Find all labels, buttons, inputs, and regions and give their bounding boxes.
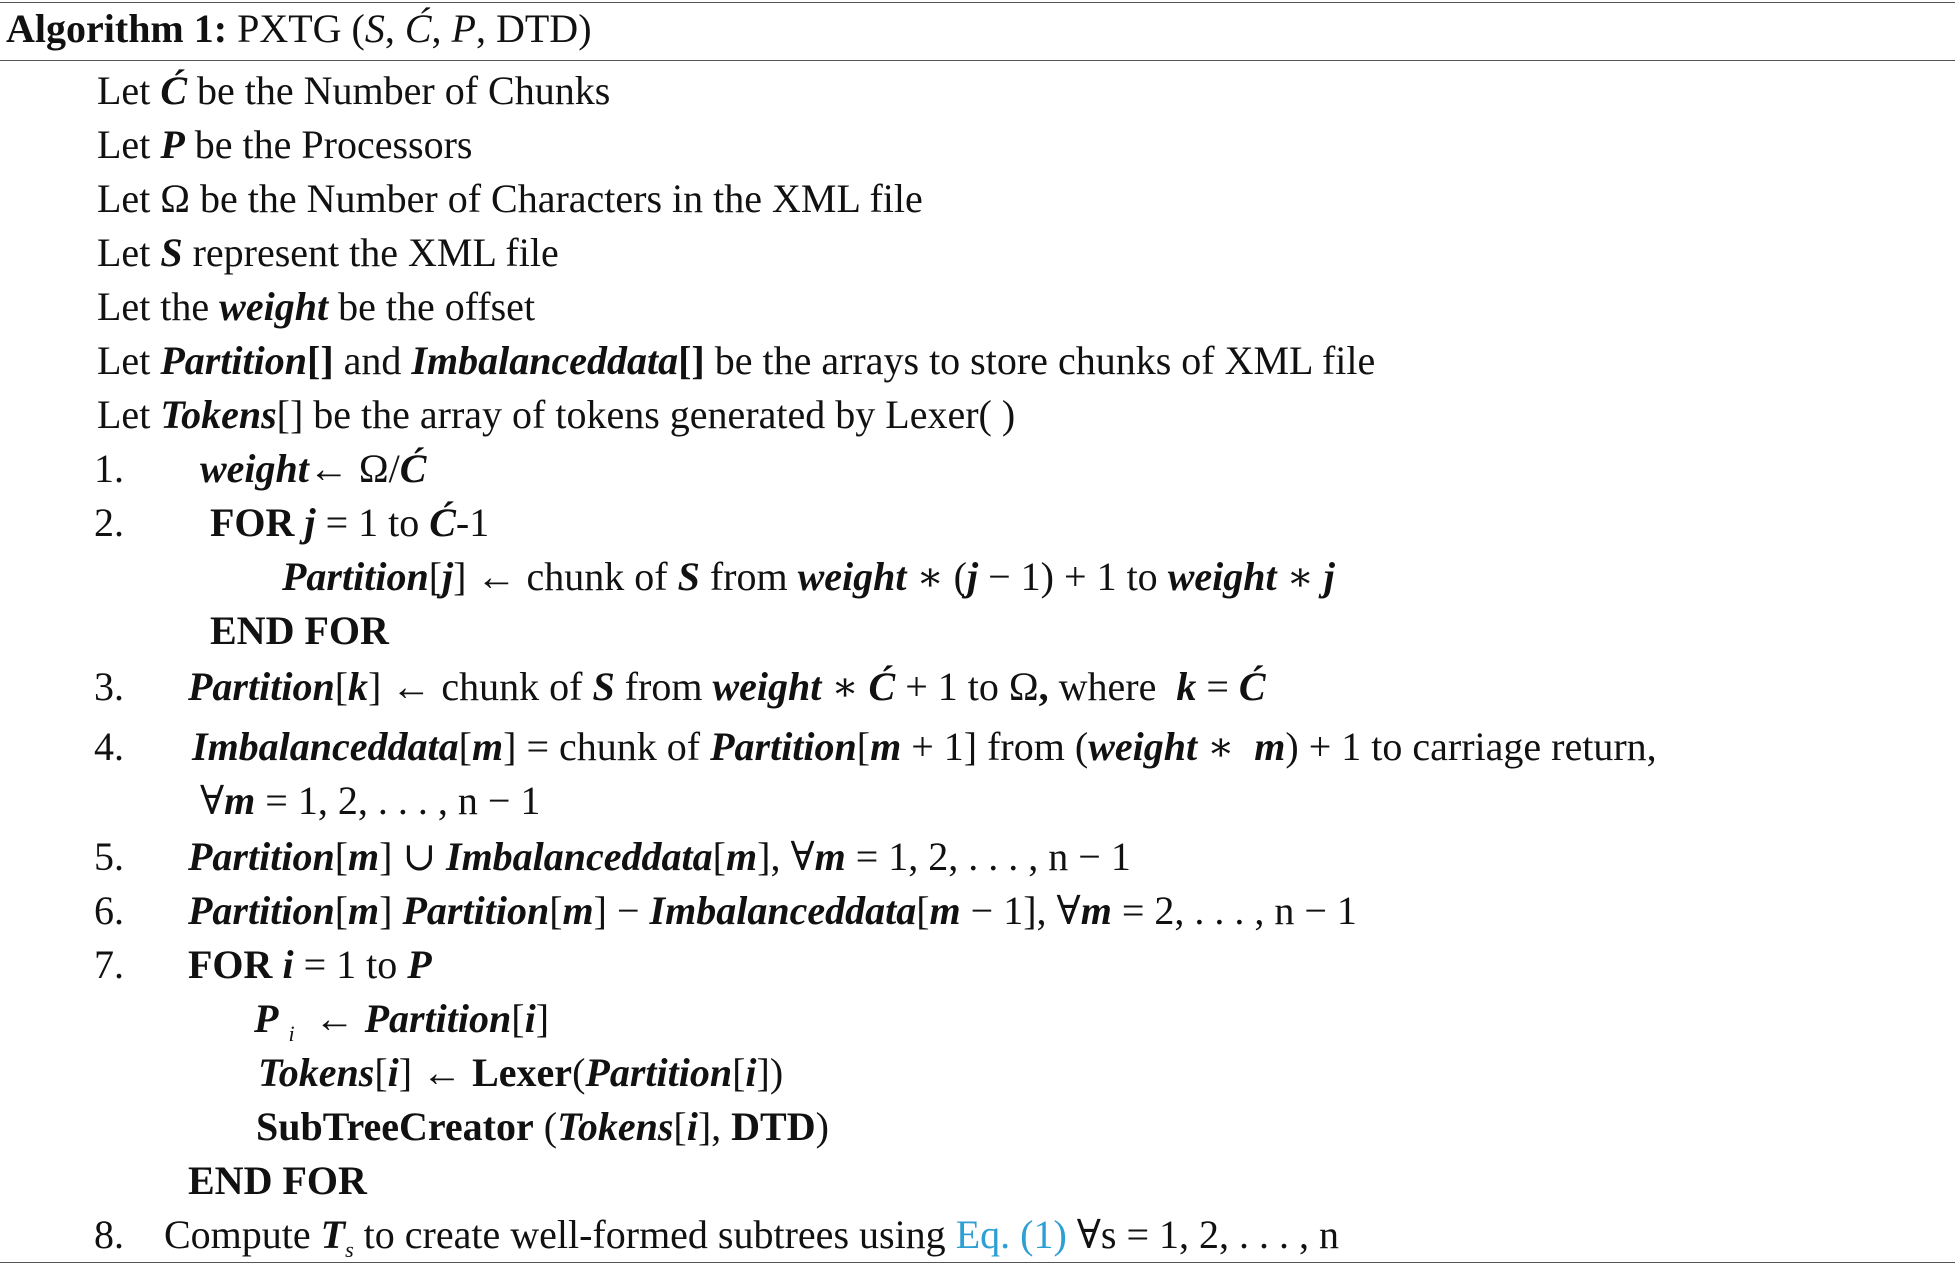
header-rule [0,60,1955,61]
definition-line: Let Tokens[] be the array of tokens generated by Lexer( ) [97,392,1016,437]
step-number: 2. [94,500,124,545]
step-line: END FOR [188,1158,367,1203]
definition-line: Let S represent the XML file [97,230,559,275]
step-line: Partition[m] Partition[m] − Imbalanceddata[m − 1], ∀m = 2, . . . , n − 1 [188,888,1357,933]
step-line: P $_i$ ← Partition[i] [254,996,550,1046]
algorithm-name: PXTG [237,6,342,51]
algorithm-params: (S, Ć, P, DTD) [351,6,592,51]
step-line: SubTreeCreator (Tokens[i], DTD) [256,1104,829,1149]
step-line: ∀m = 1, 2, . . . , n − 1 [200,778,541,823]
definition-line: Let Ć be the Number of Chunks [97,68,611,113]
step-line: END FOR [210,608,389,653]
step-line: Partition[k] ← chunk of S from weight ∗ Ć + 1 to Ω, where k = Ć [188,664,1266,709]
step-number: 6. [94,888,124,933]
step-line: weight← Ω/Ć [200,446,427,491]
step-number: 5. [94,834,124,879]
definition-line: Let P be the Processors [97,122,473,167]
step-line: Partition[m] ∪ Imbalanceddata[m], ∀m = 1, 2, . . . , n − 1 [188,834,1131,879]
algorithm-header [6,2,592,56]
definition-line: Let Ω be the Number of Characters in the XML file [97,176,923,221]
definition-line: Let Partition[] and Imbalanceddata[] be the arrays to store chunks of XML file [97,338,1376,383]
step-number: 7. [94,942,124,987]
algorithm-label: Algorithm 1: [6,6,228,51]
step-line: FOR i = 1 to P [188,942,432,987]
step-line: Partition[j] ← chunk of S from weight ∗ (j − 1) + 1 to weight ∗ j [282,554,1335,599]
step-number: 8. [94,1212,124,1257]
step-line: Compute $T_s$ to create well-formed subtrees using Eq. (1) ∀s = 1, 2, . . . , n [164,1212,1340,1262]
step-line: FOR j = 1 to Ć-1 [210,500,490,545]
definition-line: Let the weight be the offset [97,284,536,329]
step-number: 3. [94,664,124,709]
step-number: 4. [94,724,124,769]
step-line: Imbalanceddata[m] = chunk of Partition[m + 1] from (weight ∗ m) + 1 to carriage return, [192,724,1657,769]
equation-link[interactable]: Eq. (1) [955,1212,1067,1257]
step-number: 1. [94,446,124,491]
bottom-rule [0,1262,1955,1263]
step-line: Tokens[i] ← Lexer(Partition[i]) [258,1050,784,1095]
